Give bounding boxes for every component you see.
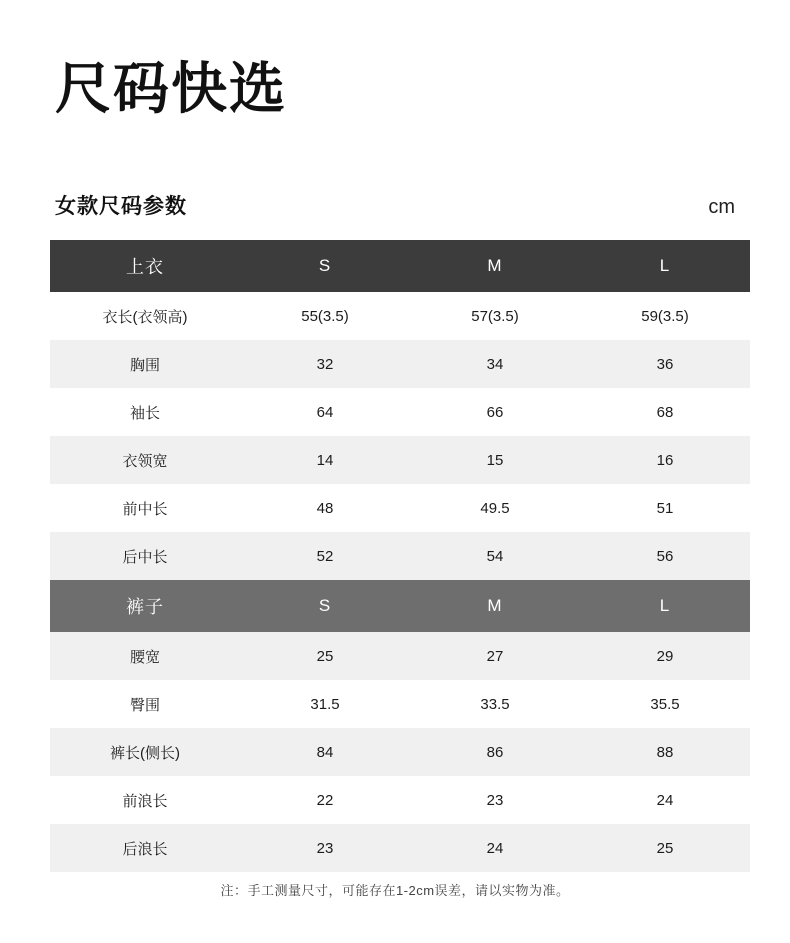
header-category-pants: 裤子	[50, 580, 240, 632]
measurement-footnote: 注：手工测量尺寸，可能存在1-2cm误差，请以实物为准。	[220, 883, 570, 898]
row-value-l: 36	[580, 340, 750, 388]
row-value-m: 33.5	[410, 680, 580, 728]
header-size-s-tops: S	[240, 240, 410, 292]
page-title: 尺码快选	[55, 57, 287, 120]
table-row	[50, 436, 750, 484]
header-size-l-tops: L	[580, 240, 750, 292]
row-label: 衣领宽	[50, 436, 240, 484]
row-label: 衣长(衣领高)	[50, 292, 240, 340]
table-row	[50, 632, 750, 680]
row-value-l: 88	[580, 728, 750, 776]
row-value-s: 14	[240, 436, 410, 484]
row-label: 胸围	[50, 340, 240, 388]
row-label: 前中长	[50, 484, 240, 532]
row-value-m: 54	[410, 532, 580, 580]
row-label: 前浪长	[50, 776, 240, 824]
row-value-l: 24	[580, 776, 750, 824]
table-row	[50, 532, 750, 580]
header-size-s-pants: S	[240, 580, 410, 632]
row-value-l: 56	[580, 532, 750, 580]
row-value-l: 16	[580, 436, 750, 484]
row-value-s: 22	[240, 776, 410, 824]
row-value-m: 23	[410, 776, 580, 824]
row-value-m: 49.5	[410, 484, 580, 532]
row-value-s: 32	[240, 340, 410, 388]
table-row	[50, 484, 750, 532]
table-row	[50, 728, 750, 776]
header-category-tops: 上衣	[50, 240, 240, 292]
row-label: 后浪长	[50, 824, 240, 872]
section-subtitle: 女款尺码参数	[55, 195, 187, 218]
header-size-m-pants: M	[410, 580, 580, 632]
table-header-tops	[50, 240, 750, 292]
row-value-s: 52	[240, 532, 410, 580]
header-size-l-pants: L	[580, 580, 750, 632]
unit-label: cm	[708, 196, 735, 218]
row-label: 袖长	[50, 388, 240, 436]
header-size-m-tops: M	[410, 240, 580, 292]
table-row	[50, 340, 750, 388]
row-label: 腰宽	[50, 632, 240, 680]
subtitle-row	[55, 190, 735, 220]
row-value-l: 68	[580, 388, 750, 436]
row-value-m: 27	[410, 632, 580, 680]
table-row	[50, 388, 750, 436]
row-value-m: 66	[410, 388, 580, 436]
row-value-m: 15	[410, 436, 580, 484]
row-label: 裤长(侧长)	[50, 728, 240, 776]
row-value-s: 48	[240, 484, 410, 532]
row-value-s: 55(3.5)	[240, 292, 410, 340]
row-value-l: 51	[580, 484, 750, 532]
row-value-m: 34	[410, 340, 580, 388]
table-row	[50, 824, 750, 872]
row-value-m: 24	[410, 824, 580, 872]
table-header-pants	[50, 580, 750, 632]
row-value-s: 23	[240, 824, 410, 872]
row-value-s: 64	[240, 388, 410, 436]
row-value-s: 31.5	[240, 680, 410, 728]
row-value-m: 57(3.5)	[410, 292, 580, 340]
size-table	[50, 240, 750, 872]
row-value-l: 35.5	[580, 680, 750, 728]
table-row	[50, 292, 750, 340]
table-row	[50, 680, 750, 728]
row-value-l: 29	[580, 632, 750, 680]
table-row	[50, 776, 750, 824]
row-value-m: 86	[410, 728, 580, 776]
row-label: 臀围	[50, 680, 240, 728]
row-value-l: 25	[580, 824, 750, 872]
row-value-s: 25	[240, 632, 410, 680]
row-value-s: 84	[240, 728, 410, 776]
row-value-l: 59(3.5)	[580, 292, 750, 340]
row-label: 后中长	[50, 532, 240, 580]
